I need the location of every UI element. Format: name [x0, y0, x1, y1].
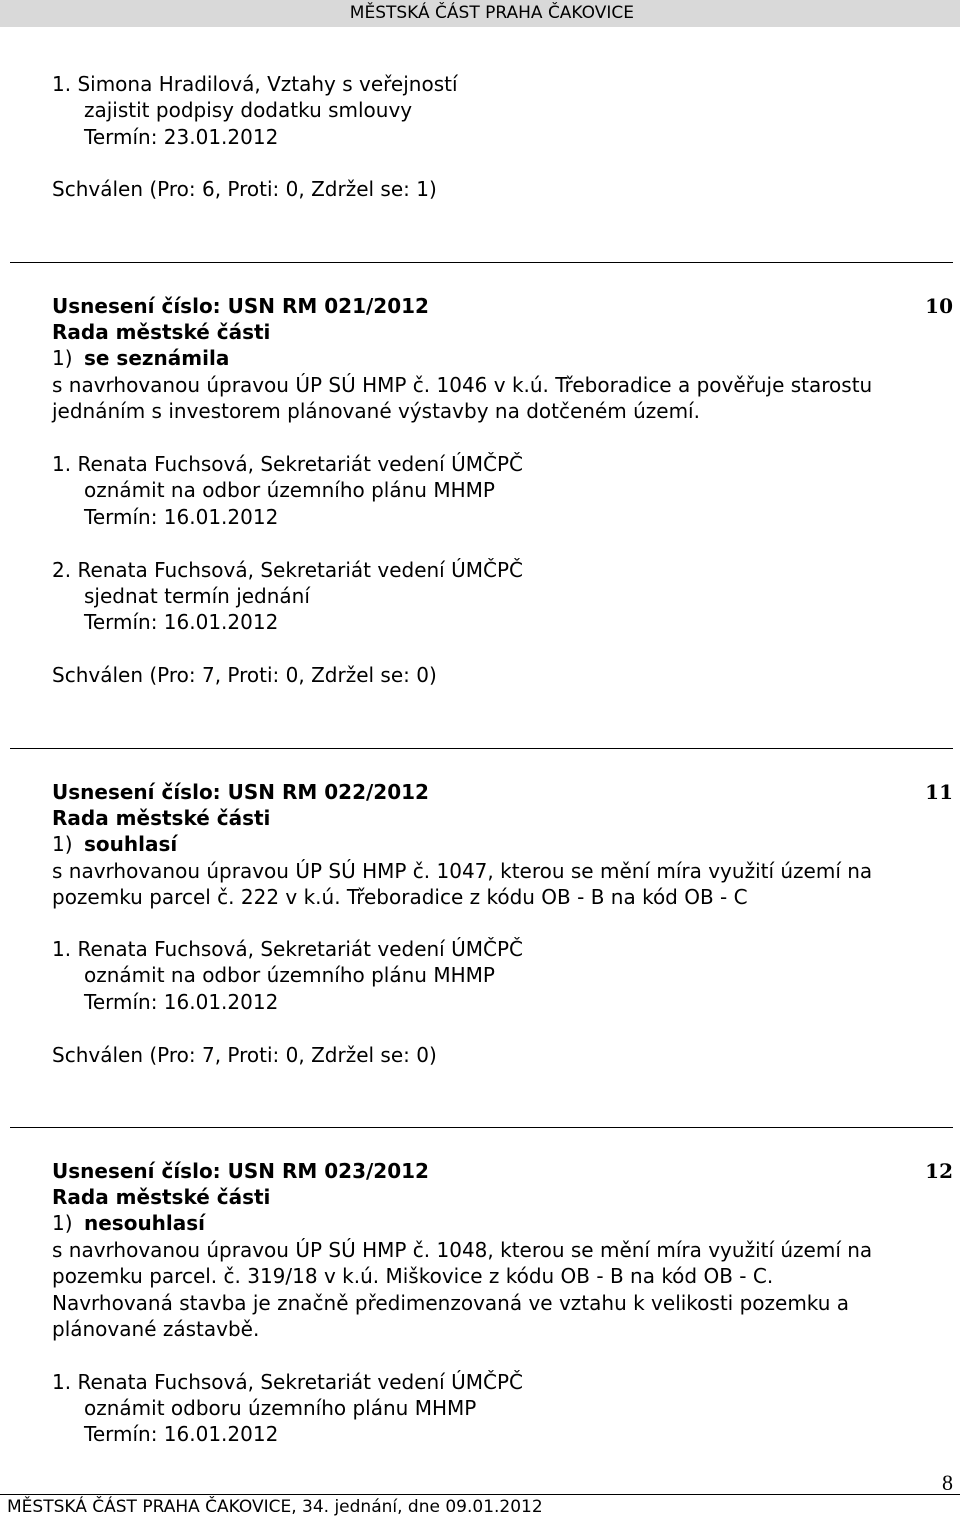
resolution-title: Usnesení číslo: USN RM 023/2012: [52, 1159, 429, 1183]
point-verb: souhlasí: [84, 832, 178, 856]
task-assignee: 1. Renata Fuchsová, Sekretariát vedení ÚMČPČ: [52, 1370, 523, 1394]
resolution-body: Rada městské části: [52, 320, 271, 344]
resolution-number: 11: [925, 780, 953, 804]
resolution-body: Rada městské části: [52, 806, 271, 830]
separator-line: [10, 1127, 953, 1128]
task-action: zajistit podpisy dodatku smlouvy: [84, 98, 413, 122]
resolution-text-line: s navrhovanou úpravou ÚP SÚ HMP č. 1046 v k.ú. Třeboradice a pověřuje starostu: [52, 373, 873, 397]
point-number: 1): [52, 1211, 73, 1235]
footer-text: MĚSTSKÁ ČÁST PRAHA ČAKOVICE, 34. jednání, dne 09.01.2012: [7, 1497, 543, 1517]
resolution-title: Usnesení číslo: USN RM 022/2012: [52, 780, 429, 804]
task-assignee: 2. Renata Fuchsová, Sekretariát vedení ÚMČPČ: [52, 558, 523, 582]
task-assignee: 1. Renata Fuchsová, Sekretariát vedení ÚMČPČ: [52, 452, 523, 476]
vote-result: Schválen (Pro: 7, Proti: 0, Zdržel se: 0): [52, 1043, 437, 1067]
task-action: oznámit odboru územního plánu MHMP: [84, 1396, 477, 1420]
resolution-number: 10: [925, 294, 953, 318]
resolution-text-line: s navrhovanou úpravou ÚP SÚ HMP č. 1047, kterou se mění míra využití území na: [52, 859, 873, 883]
task-action: oznámit na odbor územního plánu MHMP: [84, 963, 495, 987]
point-number: 1): [52, 832, 73, 856]
separator-line: [10, 748, 953, 749]
task-deadline: Termín: 16.01.2012: [84, 505, 279, 529]
vote-result: Schválen (Pro: 6, Proti: 0, Zdržel se: 1): [52, 177, 437, 201]
resolution-text-line: pozemku parcel. č. 319/18 v k.ú. Miškovice z kódu OB - B na kód OB - C.: [52, 1264, 774, 1288]
separator-line: [10, 262, 953, 263]
resolution-number: 12: [925, 1159, 953, 1183]
task-assignee: 1. Simona Hradilová, Vztahy s veřejností: [52, 72, 458, 96]
task-action: oznámit na odbor územního plánu MHMP: [84, 478, 495, 502]
resolution-body: Rada městské části: [52, 1185, 271, 1209]
task-assignee: 1. Renata Fuchsová, Sekretariát vedení ÚMČPČ: [52, 937, 523, 961]
resolution-title: Usnesení číslo: USN RM 021/2012: [52, 294, 429, 318]
page-number: 8: [942, 1470, 953, 1495]
task-deadline: Termín: 16.01.2012: [84, 990, 279, 1014]
footer-line: [0, 1494, 960, 1495]
point-number: 1): [52, 346, 73, 370]
task-deadline: Termín: 16.01.2012: [84, 610, 279, 634]
resolution-text-line: s navrhovanou úpravou ÚP SÚ HMP č. 1048, kterou se mění míra využití území na: [52, 1238, 873, 1262]
resolution-text-line: pozemku parcel č. 222 v k.ú. Třeboradice z kódu OB - B na kód OB - C: [52, 885, 748, 909]
header-title: MĚSTSKÁ ČÁST PRAHA ČAKOVICE: [349, 3, 634, 23]
task-deadline: Termín: 16.01.2012: [84, 1422, 279, 1446]
task-deadline: Termín: 23.01.2012: [84, 125, 279, 149]
resolution-text-line: jednáním s investorem plánované výstavby na dotčeném území.: [52, 399, 700, 423]
task-action: sjednat termín jednání: [84, 584, 310, 608]
point-verb: nesouhlasí: [84, 1211, 206, 1235]
vote-result: Schválen (Pro: 7, Proti: 0, Zdržel se: 0): [52, 663, 437, 687]
point-verb: se seznámila: [84, 346, 230, 370]
resolution-text-line: plánované zástavbě.: [52, 1317, 260, 1341]
resolution-text-line: Navrhovaná stavba je značně předimenzovaná ve vztahu k velikosti pozemku a: [52, 1291, 850, 1315]
